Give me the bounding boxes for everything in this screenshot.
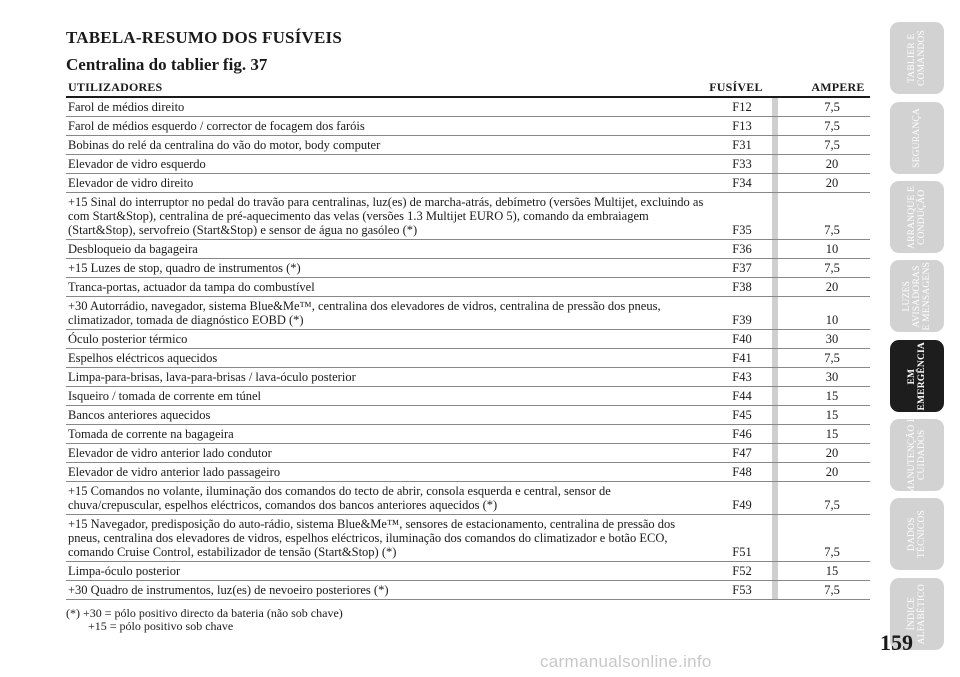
row-fuse: F33: [732, 157, 752, 171]
row-ampere: 7,5: [824, 119, 840, 133]
row-ampere: 10: [825, 242, 839, 256]
row-ampere: 7,5: [824, 498, 840, 512]
table-row: [66, 406, 870, 425]
table-row: [66, 136, 870, 155]
row-ampere: 20: [825, 465, 839, 479]
row-user: Bancos anteriores aquecidos: [68, 408, 211, 422]
row-user: Limpa-para-brisas, lava-para-brisas / lava-óculo posterior: [68, 370, 356, 384]
table-row: [66, 387, 870, 406]
row-fuse: F34: [732, 176, 752, 190]
row-user: +30 Quadro de instrumentos, luz(es) de nevoeiro posteriores (*): [68, 583, 389, 597]
row-user: Farol de médios direito: [68, 100, 185, 114]
table-row: [66, 349, 870, 368]
table-row: [66, 155, 870, 174]
chapter-tab-label: MANUTENÇÃO E CUIDADOS: [907, 415, 927, 495]
table-row: [66, 463, 870, 482]
chapter-tab-label: EM EMERGÊNCIA: [907, 341, 927, 411]
table-body: [66, 98, 870, 600]
row-user: Limpa-óculo posterior: [68, 564, 181, 578]
row-ampere: 15: [825, 389, 839, 403]
chapter-tab-label: LUZES AVISADORAS E MENSAGENS: [902, 261, 932, 331]
table-row: [66, 425, 870, 444]
table-row: [66, 368, 870, 387]
row-fuse: F39: [732, 313, 752, 327]
table-row: [66, 330, 870, 349]
table-row: [66, 259, 870, 278]
row-ampere: 30: [825, 370, 839, 384]
table-row: [66, 562, 870, 581]
row-ampere: 7,5: [824, 223, 840, 237]
footnote-line-1: (*) +30 = pólo positivo directo da bateria (não sob chave): [66, 606, 343, 620]
row-fuse: F45: [732, 408, 752, 422]
chapter-tab-label: ÍNDICE ALFABÉTICO: [907, 583, 927, 645]
row-ampere: 7,5: [824, 583, 840, 597]
row-fuse: F44: [732, 389, 752, 403]
row-fuse: F41: [732, 351, 752, 365]
row-user: Desbloqueio da bagageira: [68, 242, 198, 256]
row-ampere: 20: [825, 176, 839, 190]
header-ampere: AMPERE: [811, 80, 865, 94]
chapter-tab-0[interactable]: [890, 22, 944, 94]
row-fuse: F46: [732, 427, 752, 441]
page-subtitle: Centralina do tablier fig. 37: [66, 55, 268, 74]
row-user: Bobinas do relé da centralina do vão do motor, body computer: [68, 138, 381, 152]
table-row: [66, 174, 870, 193]
row-user: Isqueiro / tomada de corrente em túnel: [68, 389, 261, 403]
row-fuse: F12: [732, 100, 752, 114]
row-fuse: F38: [732, 280, 752, 294]
chapter-tab-label: DADOS TÉCNICOS: [907, 509, 927, 559]
row-fuse: F52: [732, 564, 752, 578]
watermark: carmanualsonline.info: [540, 652, 712, 671]
footnote-line-2: +15 = pólo positivo sob chave: [88, 619, 234, 633]
chapter-tab-label: TABLIER E COMANDOS: [907, 30, 927, 86]
table-row: [66, 581, 870, 600]
header-fuse: FUSÍVEL: [709, 80, 763, 94]
page-title: TABELA-RESUMO DOS FUSÍVEIS: [66, 28, 342, 47]
table-row: [66, 482, 870, 515]
row-ampere: 7,5: [824, 351, 840, 365]
row-fuse: F31: [732, 138, 752, 152]
row-fuse: F49: [732, 498, 752, 512]
row-fuse: F36: [732, 242, 752, 256]
row-fuse: F43: [732, 370, 752, 384]
row-ampere: 20: [825, 280, 839, 294]
table-row: [66, 193, 870, 240]
chapter-tab-4[interactable]: [890, 340, 944, 412]
chapter-tab-3[interactable]: [890, 260, 944, 332]
row-user: +30 Autorrádio, navegador, sistema Blue&Me™, centralina dos elevadores de vidros, centralina de pressão dos pneus, climatizador, tomada de diagnóstico EOBD (*): [68, 299, 661, 327]
table-row: [66, 297, 870, 330]
fuse-table: [66, 78, 870, 600]
row-user: Elevador de vidro anterior lado condutor: [68, 446, 272, 460]
row-fuse: F35: [732, 223, 752, 237]
row-user: Tomada de corrente na bagageira: [68, 427, 234, 441]
chapter-tab-2[interactable]: [890, 181, 944, 253]
row-ampere: 7,5: [824, 545, 840, 559]
chapter-tab-label: SEGURANÇA: [912, 108, 922, 168]
page-number: 159: [880, 630, 913, 655]
row-user: Elevador de vidro esquerdo: [68, 157, 206, 171]
row-ampere: 7,5: [824, 261, 840, 275]
row-ampere: 20: [825, 446, 839, 460]
row-user: Elevador de vidro direito: [68, 176, 194, 190]
row-ampere: 10: [825, 313, 839, 327]
table-header: [66, 78, 870, 98]
row-ampere: 20: [825, 157, 839, 171]
row-user: Óculo posterior térmico: [68, 332, 188, 346]
chapter-tab-5[interactable]: [890, 415, 944, 495]
table-row: [66, 117, 870, 136]
row-ampere: 15: [825, 427, 839, 441]
row-user: Tranca-portas, actuador da tampa do combustível: [68, 280, 315, 294]
chapter-tab-6[interactable]: [890, 498, 944, 570]
row-user: +15 Comandos no volante, iluminação dos comandos do tecto de abrir, consola esquerda e central, sensor de chuva/crepuscular, espelhos eléctricos, comandos dos bancos anteriores aquecidos (*): [68, 484, 611, 512]
row-ampere: 7,5: [824, 138, 840, 152]
row-user: +15 Luzes de stop, quadro de instrumentos (*): [68, 261, 301, 275]
row-user: +15 Navegador, predisposição do auto-rádio, sistema Blue&Me™, sensores de estacionamento, centralina de pressão dos pneus, centralina dos elevadores de vidros, espelhos eléctricos, iluminação dos comandos do climatizador e botão ECO, comando Cruise Control, estabilizador de tensão (Start&Stop) (*): [68, 517, 676, 559]
row-user: Elevador de vidro anterior lado passageiro: [68, 465, 281, 479]
chapter-tab-1[interactable]: [890, 102, 944, 174]
row-fuse: F51: [732, 545, 752, 559]
footnote: [66, 607, 343, 633]
table-row: [66, 98, 870, 117]
row-ampere: 15: [825, 408, 839, 422]
row-user: Farol de médios esquerdo / corrector de focagem dos faróis: [68, 119, 365, 133]
table-row: [66, 515, 870, 562]
table-row: [66, 240, 870, 259]
chapter-tab-label: ARRANQUE E CONDUÇÃO: [907, 185, 927, 249]
row-ampere: 30: [825, 332, 839, 346]
row-fuse: F48: [732, 465, 752, 479]
table-row: [66, 278, 870, 297]
row-user: +15 Sinal do interruptor no pedal do travão para centralinas, luz(es) de marcha-atrás, debímetro (versões Multijet, excluindo as com Start&Stop), centralina de pré-aquecimento das velas (versões 1.3 Multijet EURO 5), comando da embraiagem (Start&Stop), servofreio (Start&Stop) e sensor de água no gasóleo (*): [68, 195, 704, 237]
row-fuse: F37: [732, 261, 752, 275]
row-fuse: F13: [732, 119, 752, 133]
row-user: Espelhos eléctricos aquecidos: [68, 351, 218, 365]
row-ampere: 15: [825, 564, 839, 578]
row-fuse: F47: [732, 446, 752, 460]
row-ampere: 7,5: [824, 100, 840, 114]
row-fuse: F40: [732, 332, 752, 346]
row-fuse: F53: [732, 583, 752, 597]
table-row: [66, 444, 870, 463]
header-users: UTILIZADORES: [68, 80, 163, 94]
